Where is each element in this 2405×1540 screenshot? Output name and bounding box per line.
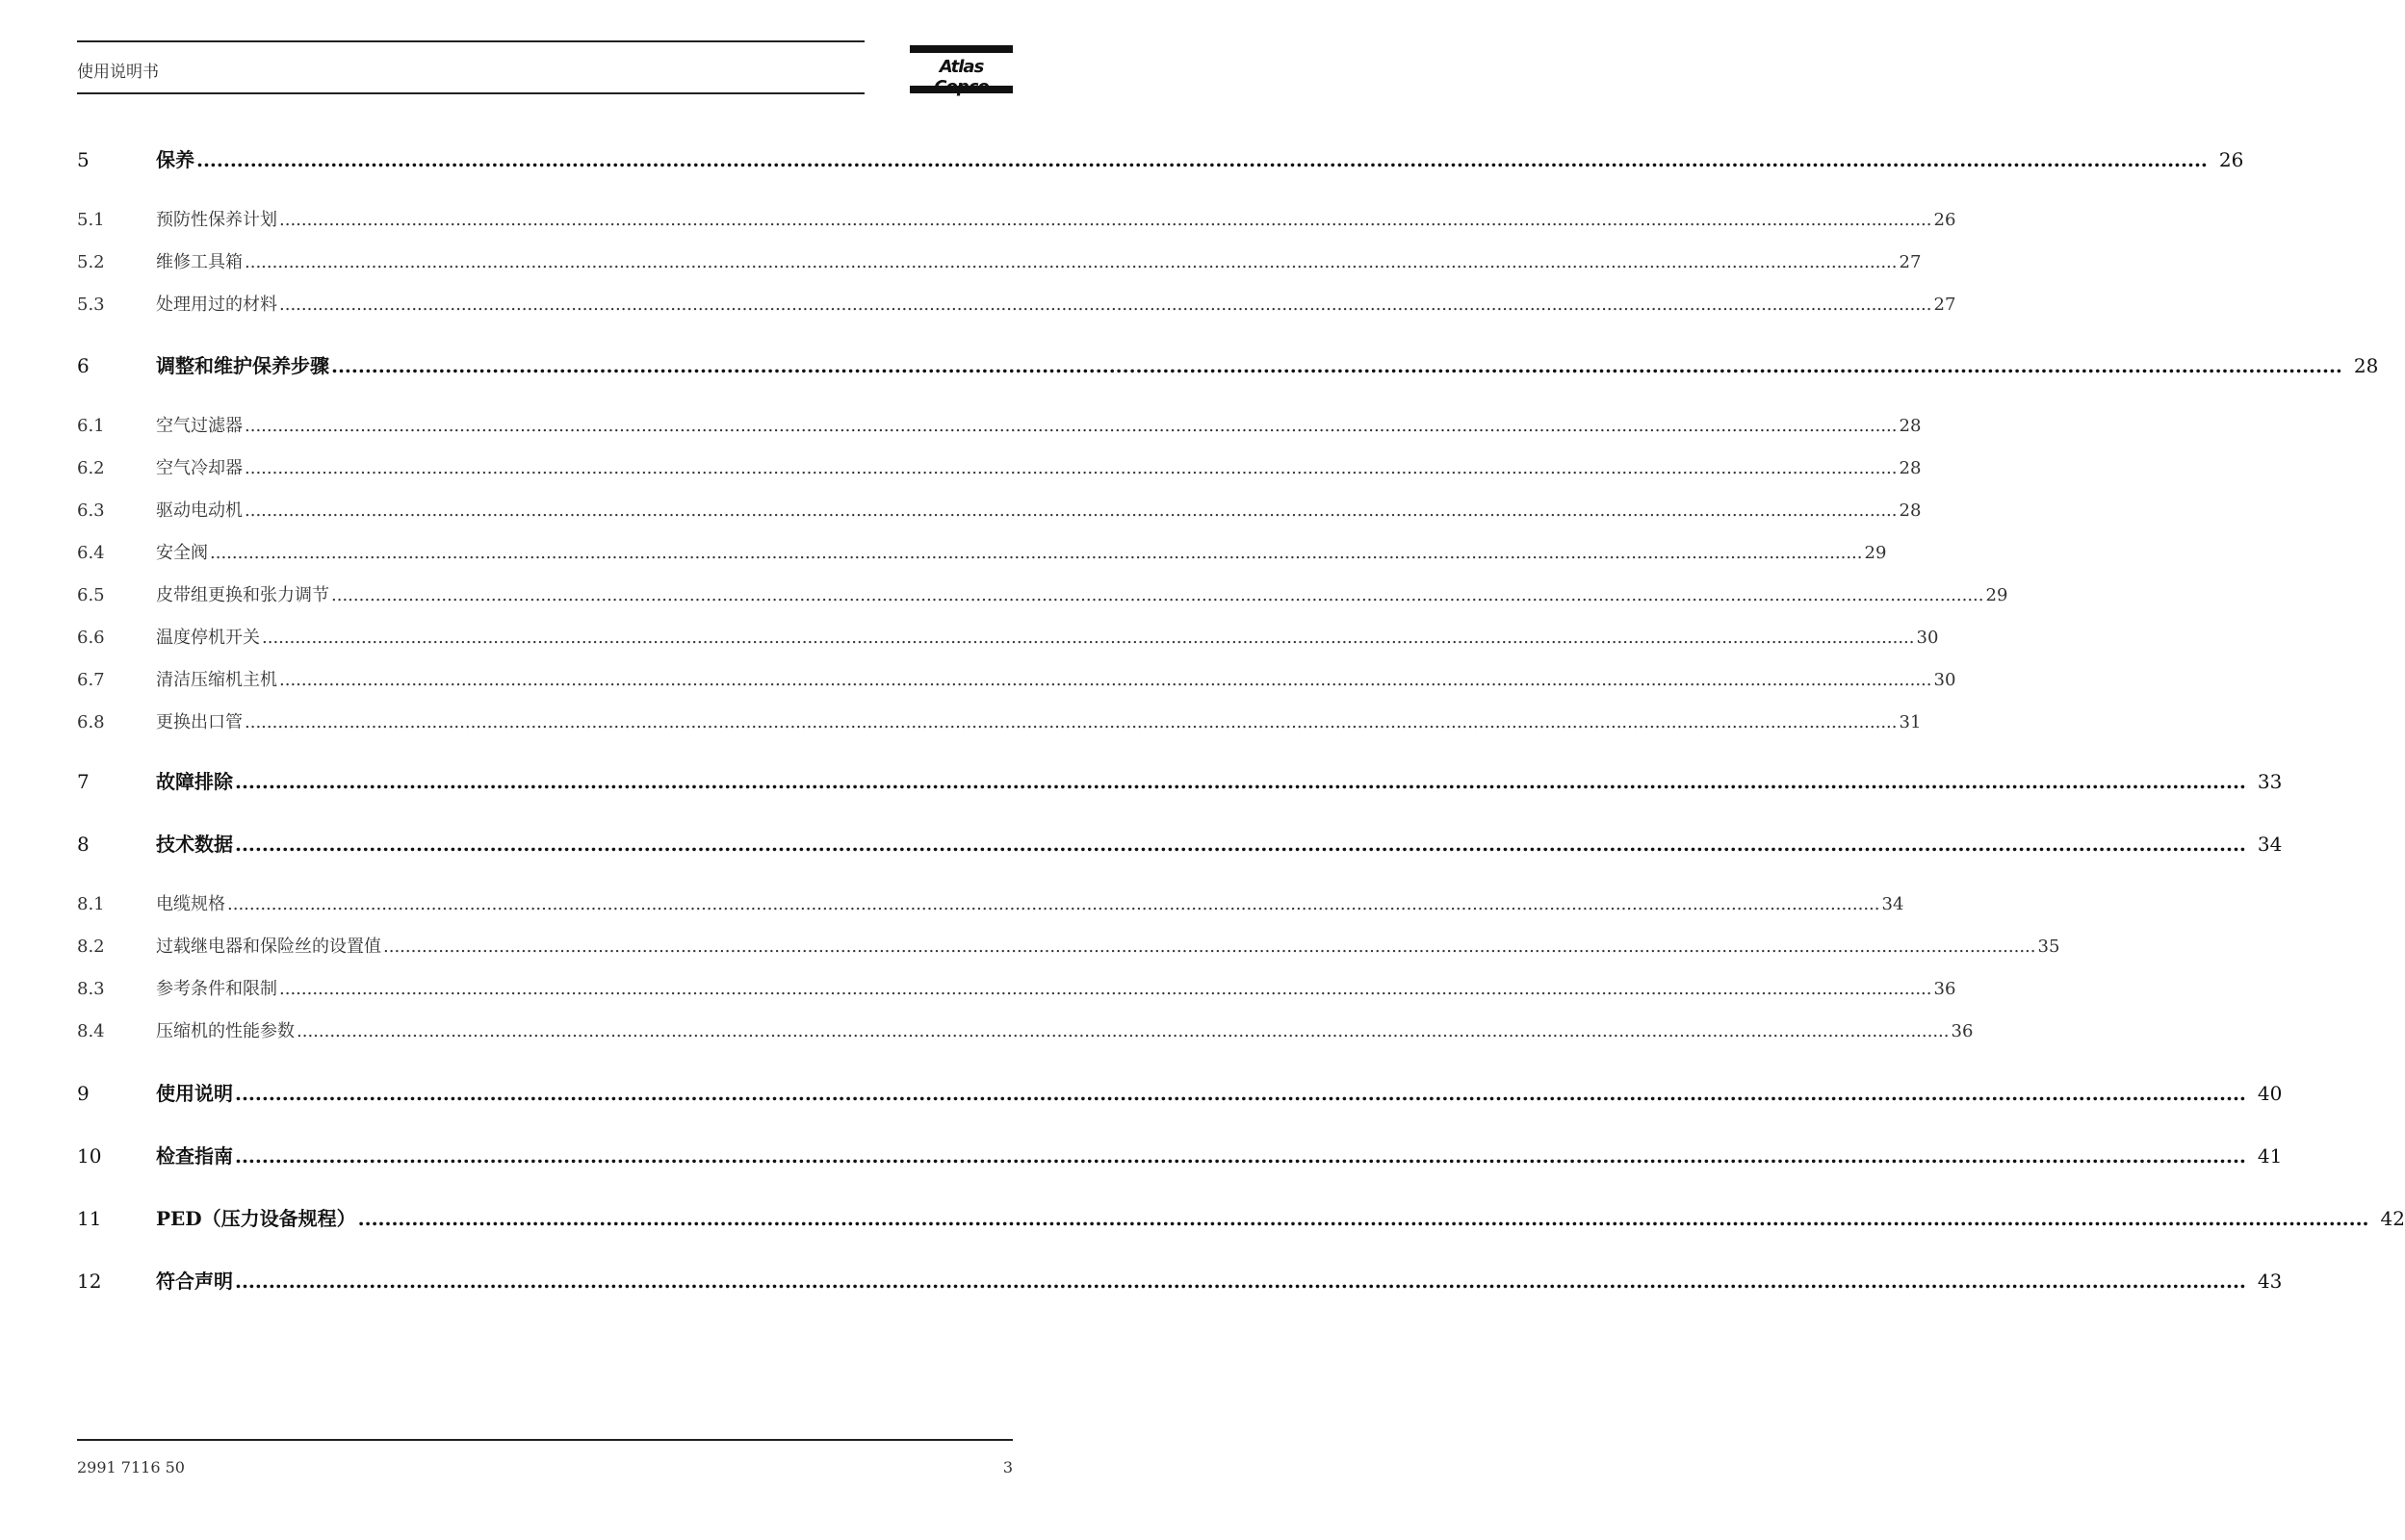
- toc-entry-title: 技术数据: [156, 833, 233, 856]
- toc-entry-title: 清洁压缩机主机: [156, 670, 277, 690]
- toc-entry-page: 36: [1951, 1021, 1974, 1041]
- toc-entry-title: 检查指南: [156, 1144, 233, 1168]
- toc-entry-number: 5.2: [77, 252, 105, 272]
- header-bottom-rule: [77, 92, 865, 94]
- toc-entry-page: 33: [2257, 770, 2283, 793]
- toc-entry-number: 5.3: [77, 295, 105, 315]
- toc-entry-12[interactable]: [77, 1266, 2283, 1294]
- logo-top-bar: [910, 45, 1013, 53]
- toc-leader-dots: ............................................................................................................................................................................................................................................................................................................: [235, 1144, 2246, 1168]
- toc-entry-6-3[interactable]: [77, 497, 1922, 522]
- toc-leader-dots: ............................................................................................................................................................................................................................................................................................................: [297, 1021, 1950, 1041]
- toc-entry-number: 6.8: [77, 712, 105, 732]
- toc-entry-page: 30: [1933, 670, 1956, 690]
- toc-entry-page: 26: [1933, 210, 1956, 230]
- toc-entry-page: 40: [2257, 1082, 2283, 1105]
- toc-entry-title: 维修工具箱: [156, 252, 243, 272]
- toc-entry-number: 11: [77, 1207, 102, 1230]
- toc-entry-page: 34: [1881, 894, 1904, 914]
- toc-entry-number: 7: [77, 770, 90, 793]
- atlas-copco-logo: [910, 45, 1013, 95]
- toc-entry-6-6[interactable]: [77, 624, 1939, 649]
- toc-entry-title: 过载继电器和保险丝的设置值: [156, 937, 381, 957]
- toc-leader-dots: ............................................................................................................................................................................................................................................................................................................: [210, 543, 1863, 563]
- toc-entry-6-8[interactable]: [77, 708, 1922, 733]
- toc-leader-dots: ............................................................................................................................................................................................................................................................................................................: [245, 416, 1898, 436]
- toc-entry-number: 10: [77, 1144, 102, 1168]
- toc-entry-number: 8.2: [77, 937, 105, 957]
- header-top-rule: [77, 40, 865, 42]
- toc-entry-7[interactable]: [77, 766, 2283, 794]
- document-number: 2991 7116 50: [77, 1458, 185, 1476]
- toc-leader-dots: ............................................................................................................................................................................................................................................................................................................: [279, 210, 1932, 230]
- toc-entry-5-1[interactable]: [77, 206, 1956, 231]
- toc-leader-dots: ............................................................................................................................................................................................................................................................................................................: [235, 1082, 2246, 1105]
- toc-entry-number: 8.1: [77, 894, 105, 914]
- toc-entry-title: 驱动电动机: [156, 500, 243, 521]
- toc-entry-page: 26: [2218, 148, 2244, 171]
- toc-entry-6-7[interactable]: [77, 666, 1956, 691]
- toc-entry-page: 29: [1864, 543, 1887, 563]
- toc-leader-dots: ............................................................................................................................................................................................................................................................................................................: [227, 894, 1880, 914]
- footer-rule: [77, 1439, 1013, 1441]
- toc-leader-dots: ............................................................................................................................................................................................................................................................................................................: [279, 979, 1932, 999]
- toc-entry-page: 28: [1899, 416, 1922, 436]
- page-number: 3: [1002, 1458, 1013, 1476]
- logo-bottom-bar: [910, 86, 1013, 93]
- toc-entry-number: 8: [77, 833, 90, 856]
- toc-entry-title: 符合声明: [156, 1270, 233, 1293]
- toc-entry-title: PED（压力设备规程）: [156, 1207, 356, 1230]
- toc-leader-dots: ............................................................................................................................................................................................................................................................................................................: [235, 770, 2246, 793]
- toc-entry-page: 36: [1933, 979, 1956, 999]
- toc-entry-page: 35: [2037, 937, 2060, 957]
- toc-entry-6-4[interactable]: [77, 539, 1887, 564]
- toc-entry-11[interactable]: [77, 1203, 2405, 1231]
- toc-entry-number: 9: [77, 1082, 90, 1105]
- toc-entry-page: 28: [1899, 500, 1922, 521]
- toc-leader-dots: ............................................................................................................................................................................................................................................................................................................: [383, 937, 2036, 957]
- toc-entry-number: 6.4: [77, 543, 105, 563]
- toc-entry-6-2[interactable]: [77, 454, 1922, 479]
- toc-entry-number: 6: [77, 354, 90, 377]
- toc-entry-5-2[interactable]: [77, 248, 1922, 273]
- toc-entry-page: 27: [1933, 295, 1956, 315]
- toc-entry-number: 6.7: [77, 670, 105, 690]
- toc-entry-title: 空气过滤器: [156, 416, 243, 436]
- toc-entry-title: 温度停机开关: [156, 628, 260, 648]
- toc-entry-page: 28: [1899, 458, 1922, 478]
- toc-entry-5-3[interactable]: [77, 291, 1956, 316]
- toc-leader-dots: ............................................................................................................................................................................................................................................................................................................: [245, 458, 1898, 478]
- toc-entry-page: 31: [1899, 712, 1922, 732]
- toc-entry-page: 42: [2380, 1207, 2405, 1230]
- toc-entry-number: 5: [77, 148, 90, 171]
- toc-entry-8-3[interactable]: [77, 975, 1956, 1000]
- toc-leader-dots: ............................................................................................................................................................................................................................................................................................................: [245, 252, 1898, 272]
- toc-entry-5[interactable]: [77, 144, 2244, 172]
- toc-entry-8[interactable]: [77, 829, 2283, 857]
- toc-entry-number: 5.1: [77, 210, 105, 230]
- toc-entry-title: 预防性保养计划: [156, 210, 277, 230]
- toc-entry-page: 30: [1916, 628, 1939, 648]
- toc-leader-dots: ............................................................................................................................................................................................................................................................................................................: [245, 712, 1898, 732]
- toc-entry-8-4[interactable]: [77, 1017, 1974, 1042]
- toc-leader-dots: ............................................................................................................................................................................................................................................................................................................: [331, 354, 2342, 377]
- toc-entry-8-2[interactable]: [77, 933, 2060, 958]
- toc-entry-8-1[interactable]: [77, 890, 1904, 915]
- toc-leader-dots: ............................................................................................................................................................................................................................................................................................................: [245, 500, 1898, 521]
- toc-leader-dots: ............................................................................................................................................................................................................................................................................................................: [331, 585, 1984, 605]
- toc-entry-6-5[interactable]: [77, 581, 2008, 606]
- toc-leader-dots: ............................................................................................................................................................................................................................................................................................................: [196, 148, 2208, 171]
- logo-text: Atlas: [939, 57, 984, 77]
- toc-entry-number: 12: [77, 1270, 102, 1293]
- toc-entry-10[interactable]: [77, 1141, 2283, 1168]
- toc-entry-9[interactable]: [77, 1078, 2283, 1106]
- document-title: 使用说明书: [77, 63, 159, 82]
- toc-entry-title: 参考条件和限制: [156, 979, 277, 999]
- toc-entry-title: 保养: [156, 148, 194, 171]
- toc-entry-6[interactable]: [77, 350, 2379, 378]
- toc-entry-number: 8.3: [77, 979, 105, 999]
- toc-entry-title: 调整和维护保养步骤: [156, 354, 329, 377]
- toc-entry-number: 6.5: [77, 585, 105, 605]
- toc-leader-dots: ............................................................................................................................................................................................................................................................................................................: [235, 833, 2246, 856]
- toc-entry-title: 皮带组更换和张力调节: [156, 585, 329, 605]
- toc-entry-page: 34: [2257, 833, 2283, 856]
- toc-entry-number: 6.2: [77, 458, 105, 478]
- toc-entry-page: 29: [1985, 585, 2008, 605]
- toc-entry-number: 6.3: [77, 500, 105, 521]
- toc-entry-title: 空气冷却器: [156, 458, 243, 478]
- toc-entry-number: 6.1: [77, 416, 105, 436]
- toc-leader-dots: ............................................................................................................................................................................................................................................................................................................: [357, 1207, 2369, 1230]
- toc-entry-title: 电缆规格: [156, 894, 225, 914]
- toc-entry-title: 更换出口管: [156, 712, 243, 732]
- toc-entry-title: 压缩机的性能参数: [156, 1021, 295, 1041]
- toc-entry-page: 27: [1899, 252, 1922, 272]
- toc-entry-title: 使用说明: [156, 1082, 233, 1105]
- toc-leader-dots: ............................................................................................................................................................................................................................................................................................................: [279, 670, 1932, 690]
- toc-entry-6-1[interactable]: [77, 412, 1922, 437]
- toc-entry-number: 6.6: [77, 628, 105, 648]
- toc-entry-title: 处理用过的材料: [156, 295, 277, 315]
- toc-leader-dots: ............................................................................................................................................................................................................................................................................................................: [279, 295, 1932, 315]
- toc-entry-page: 43: [2257, 1270, 2283, 1293]
- toc-entry-page: 41: [2257, 1144, 2283, 1168]
- toc-leader-dots: ............................................................................................................................................................................................................................................................................................................: [262, 628, 1915, 648]
- toc-entry-page: 28: [2353, 354, 2379, 377]
- toc-entry-title: 故障排除: [156, 770, 233, 793]
- toc-entry-title: 安全阀: [156, 543, 208, 563]
- toc-entry-number: 8.4: [77, 1021, 105, 1041]
- toc-leader-dots: ............................................................................................................................................................................................................................................................................................................: [235, 1270, 2246, 1293]
